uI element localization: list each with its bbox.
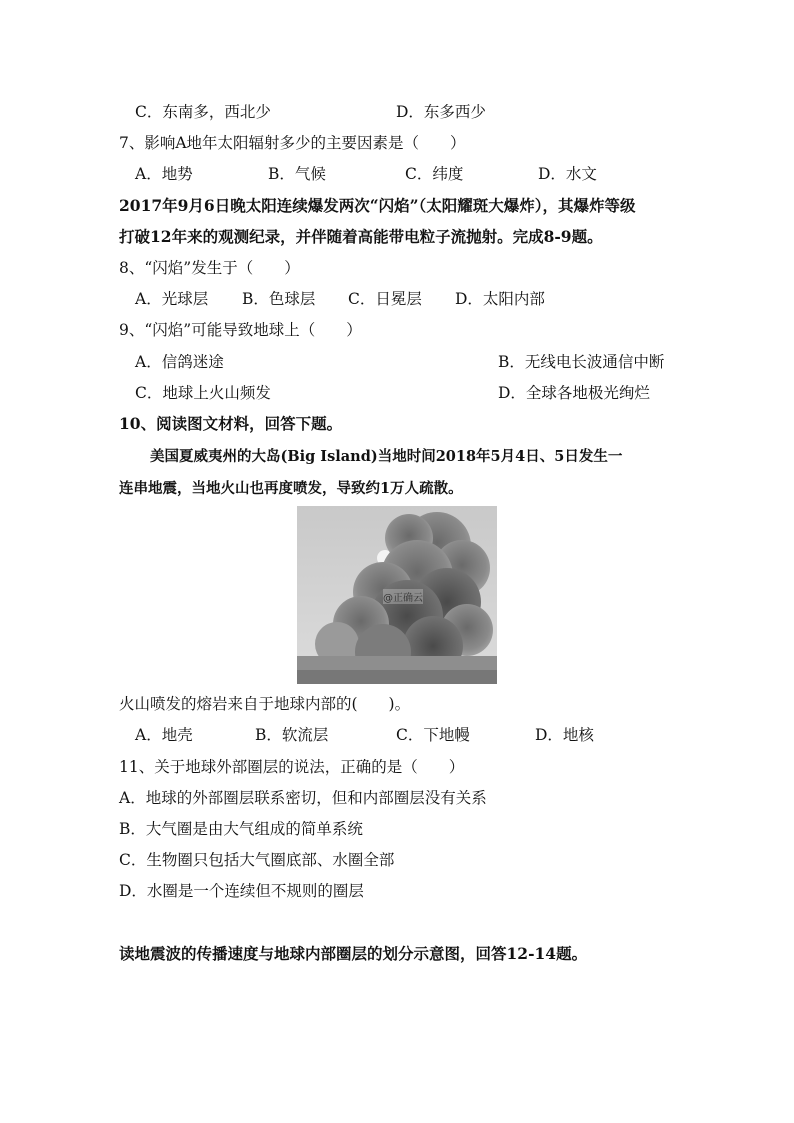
q9-option-a: A．信鸽迷途 bbox=[135, 353, 224, 371]
q10-stem: 10、阅读图文材料，回答下题。 bbox=[119, 414, 343, 433]
q7-option-d: D．水文 bbox=[538, 165, 597, 183]
q7-option-a: A．地势 bbox=[135, 165, 193, 183]
q10-option-d: D．地核 bbox=[535, 726, 594, 744]
q8-option-c: C．日冕层 bbox=[348, 290, 422, 308]
q9-option-c: C．地球上火山频发 bbox=[135, 384, 271, 402]
volcano-eruption-photo bbox=[297, 506, 497, 684]
q9-option-b: B．无线电长波通信中断 bbox=[498, 353, 665, 371]
q7-stem: 7、影响A地年太阳辐射多少的主要因素是（ ） bbox=[119, 134, 466, 152]
q8-option-d: D．太阳内部 bbox=[455, 290, 545, 308]
q9-option-d: D．全球各地极光绚烂 bbox=[498, 384, 650, 402]
q10-option-c: C．下地幔 bbox=[396, 726, 470, 744]
q10-option-b: B．软流层 bbox=[255, 726, 329, 744]
q11-stem: 11、关于地球外部圈层的说法，正确的是（ ） bbox=[119, 758, 465, 776]
q11-option-d: D．水圈是一个连续但不规则的圈层 bbox=[119, 882, 364, 900]
q9-stem: 9、“闪焰”可能导致地球上（ ） bbox=[119, 321, 362, 339]
q10-material-line-1: 美国夏威夷州的大岛(Big Island)当地时间2018年5月4日、5日发生一 bbox=[150, 448, 623, 465]
q8-option-b: B．色球层 bbox=[242, 290, 316, 308]
photo-watermark: @正确云 bbox=[383, 589, 423, 604]
q11-option-a: A．地球的外部圈层联系密切，但和内部圈层没有关系 bbox=[119, 789, 487, 807]
q11-option-b: B．大气圈是由大气组成的简单系统 bbox=[119, 820, 363, 838]
q10-material-line-2: 连串地震，当地火山也再度喷发，导致约1万人疏散。 bbox=[119, 480, 463, 497]
flare-passage-line-1: 2017年9月6日晚太阳连续爆发两次“闪焰”（太阳耀斑大爆炸），其爆炸等级 bbox=[119, 196, 636, 215]
q7-option-c: C．纬度 bbox=[405, 165, 464, 183]
q6-option-c: C．东南多，西北少 bbox=[135, 103, 271, 121]
q11-option-c: C．生物圈只包括大气圈底部、水圈全部 bbox=[119, 851, 395, 869]
q6-option-d: D．东多西少 bbox=[396, 103, 486, 121]
q7-option-b: B．气候 bbox=[268, 165, 326, 183]
q10-question: 火山喷发的熔岩来自于地球内部的( )。 bbox=[119, 695, 411, 713]
q12-intro: 读地震波的传播速度与地球内部圈层的划分示意图，回答12-14题。 bbox=[119, 944, 588, 963]
flare-passage-line-2: 打破12年来的观测纪录，并伴随着高能带电粒子流抛射。完成8-9题。 bbox=[119, 227, 603, 246]
q8-stem: 8、“闪焰”发生于（ ） bbox=[119, 259, 300, 277]
q8-option-a: A．光球层 bbox=[135, 290, 209, 308]
q10-option-a: A．地壳 bbox=[135, 726, 193, 744]
